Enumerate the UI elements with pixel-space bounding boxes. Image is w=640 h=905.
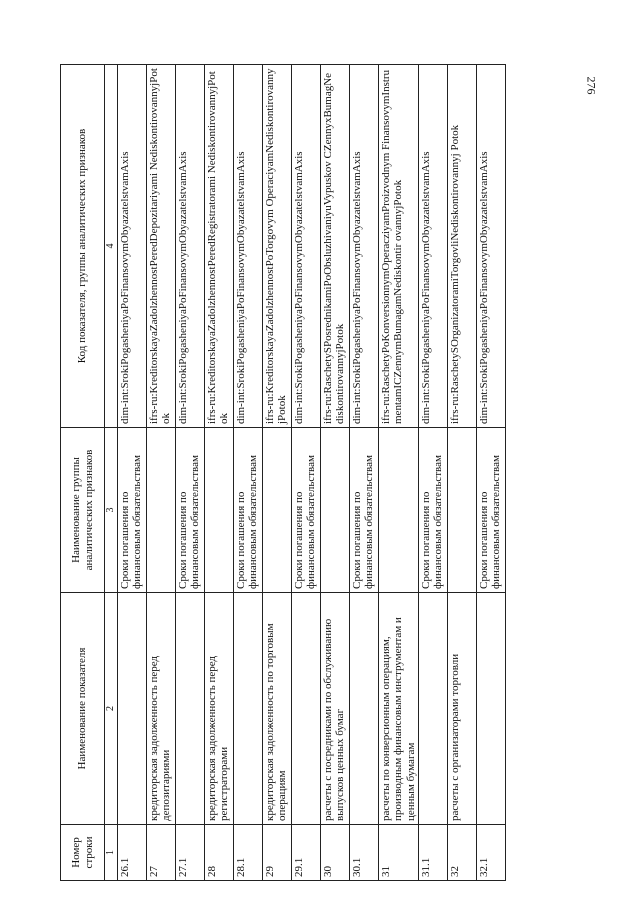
indicator-name-cell bbox=[292, 593, 321, 825]
row-number-cell: 29.1 bbox=[292, 825, 321, 881]
indicator-name-cell: кредиторская задолженность перед регистраторами bbox=[205, 593, 234, 825]
code-cell: dim-int:SrokiPogasheniyaPoFinansovymObyazatelstvamAxis bbox=[118, 65, 147, 428]
code-cell: ifrs-ru:RaschetyPoKonversionnymOperacziyamProizvodnym FinansovymInstrumentamICZennymBumagamNediskontir ovannyjPotok bbox=[379, 65, 419, 428]
group-name-cell bbox=[263, 428, 292, 593]
indicator-name-cell bbox=[234, 593, 263, 825]
indicator-table bbox=[60, 64, 506, 881]
code-cell: ifrs-ru:KreditorskayaZadolzhennostPeredRegistratorami NediskontirovannyjPotok bbox=[205, 65, 234, 428]
row-number-cell: 29 bbox=[263, 825, 292, 881]
indicator-name-cell: расчеты с посредниками по обслуживанию выпусков ценных бумаг bbox=[321, 593, 350, 825]
table-row bbox=[321, 65, 350, 881]
row-number-cell: 27 bbox=[147, 825, 176, 881]
row-number-cell: 28.1 bbox=[234, 825, 263, 881]
group-name-cell: Сроки погашения по финансовым обязательствам bbox=[118, 428, 147, 593]
code-cell: dim-int:SrokiPogasheniyaPoFinansovymObyazatelstvamAxis bbox=[176, 65, 205, 428]
group-name-cell bbox=[379, 428, 419, 593]
group-name-cell: Сроки погашения по финансовым обязательствам bbox=[476, 428, 505, 593]
code-cell: ifrs-ru:RaschetySPosrednikamiPoObsluzhivaniyuVypuskov CZennyxBumagNediskontirovannyjPotok bbox=[321, 65, 350, 428]
code-cell: ifrs-ru:KreditorskayaZadolzhennostPoTorgovym OperaciyamNediskontirovannyjPotok bbox=[263, 65, 292, 428]
table-header-row bbox=[61, 65, 105, 881]
column-number: 2 bbox=[105, 593, 118, 825]
table-row bbox=[176, 65, 205, 881]
row-number-cell: 30.1 bbox=[350, 825, 379, 881]
table-row bbox=[447, 65, 476, 881]
table-row bbox=[418, 65, 447, 881]
indicator-name-cell bbox=[476, 593, 505, 825]
header-group-name: Наименование группы аналитических признаков bbox=[61, 428, 105, 593]
indicator-name-cell: кредиторская задолженность перед депозитариями bbox=[147, 593, 176, 825]
code-cell: ifrs-ru:RaschetySOrganizatoramiTorgovliNediskontirovannyj Potok bbox=[447, 65, 476, 428]
row-number-cell: 32 bbox=[447, 825, 476, 881]
table-row bbox=[379, 65, 419, 881]
code-cell: dim-int:SrokiPogasheniyaPoFinansovymObyazatelstvamAxis bbox=[234, 65, 263, 428]
group-name-cell bbox=[205, 428, 234, 593]
rotated-table-container bbox=[60, 65, 582, 881]
group-name-cell bbox=[147, 428, 176, 593]
row-number-cell: 26.1 bbox=[118, 825, 147, 881]
table-row bbox=[292, 65, 321, 881]
table-row bbox=[234, 65, 263, 881]
indicator-name-cell: кредиторская задолженность по торговым операциям bbox=[263, 593, 292, 825]
page-number: 276 bbox=[584, 76, 599, 95]
table-row bbox=[263, 65, 292, 881]
group-name-cell: Сроки погашения по финансовым обязательствам bbox=[418, 428, 447, 593]
group-name-cell: Сроки погашения по финансовым обязательствам bbox=[292, 428, 321, 593]
column-number-row bbox=[105, 65, 118, 881]
indicator-name-cell: расчеты с организаторами торговли bbox=[447, 593, 476, 825]
indicator-name-cell bbox=[176, 593, 205, 825]
code-cell: dim-int:SrokiPogasheniyaPoFinansovymObyazatelstvamAxis bbox=[476, 65, 505, 428]
row-number-cell: 30 bbox=[321, 825, 350, 881]
group-name-cell: Сроки погашения по финансовым обязательствам bbox=[234, 428, 263, 593]
table-row bbox=[476, 65, 505, 881]
row-number-cell: 27.1 bbox=[176, 825, 205, 881]
code-cell: dim-int:SrokiPogasheniyaPoFinansovymObyazatelstvamAxis bbox=[418, 65, 447, 428]
row-number-cell: 31 bbox=[379, 825, 419, 881]
code-cell: ifrs-ru:KreditorskayaZadolzhennostPeredDepozitariyami NediskontirovannyjPotok bbox=[147, 65, 176, 428]
indicator-name-cell bbox=[418, 593, 447, 825]
row-number-cell: 31.1 bbox=[418, 825, 447, 881]
group-name-cell: Сроки погашения по финансовым обязательствам bbox=[176, 428, 205, 593]
table-row bbox=[350, 65, 379, 881]
header-row-number: Номер строки bbox=[61, 825, 105, 881]
header-code: Код показателя, группы аналитических признаков bbox=[61, 65, 105, 428]
table-row bbox=[118, 65, 147, 881]
code-cell: dim-int:SrokiPogasheniyaPoFinansovymObyazatelstvamAxis bbox=[292, 65, 321, 428]
table-row bbox=[147, 65, 176, 881]
table-body bbox=[118, 65, 506, 881]
indicator-name-cell bbox=[118, 593, 147, 825]
row-number-cell: 32.1 bbox=[476, 825, 505, 881]
column-number: 4 bbox=[105, 65, 118, 428]
row-number-cell: 28 bbox=[205, 825, 234, 881]
group-name-cell: Сроки погашения по финансовым обязательствам bbox=[350, 428, 379, 593]
table-row bbox=[205, 65, 234, 881]
header-indicator-name: Наименование показателя bbox=[61, 593, 105, 825]
column-number: 1 bbox=[105, 825, 118, 881]
code-cell: dim-int:SrokiPogasheniyaPoFinansovymObyazatelstvamAxis bbox=[350, 65, 379, 428]
indicator-name-cell: расчеты по конверсионным операциям, производным финансовым инструментам и ценным бумагам bbox=[379, 593, 419, 825]
group-name-cell bbox=[321, 428, 350, 593]
group-name-cell bbox=[447, 428, 476, 593]
indicator-name-cell bbox=[350, 593, 379, 825]
column-number: 3 bbox=[105, 428, 118, 593]
